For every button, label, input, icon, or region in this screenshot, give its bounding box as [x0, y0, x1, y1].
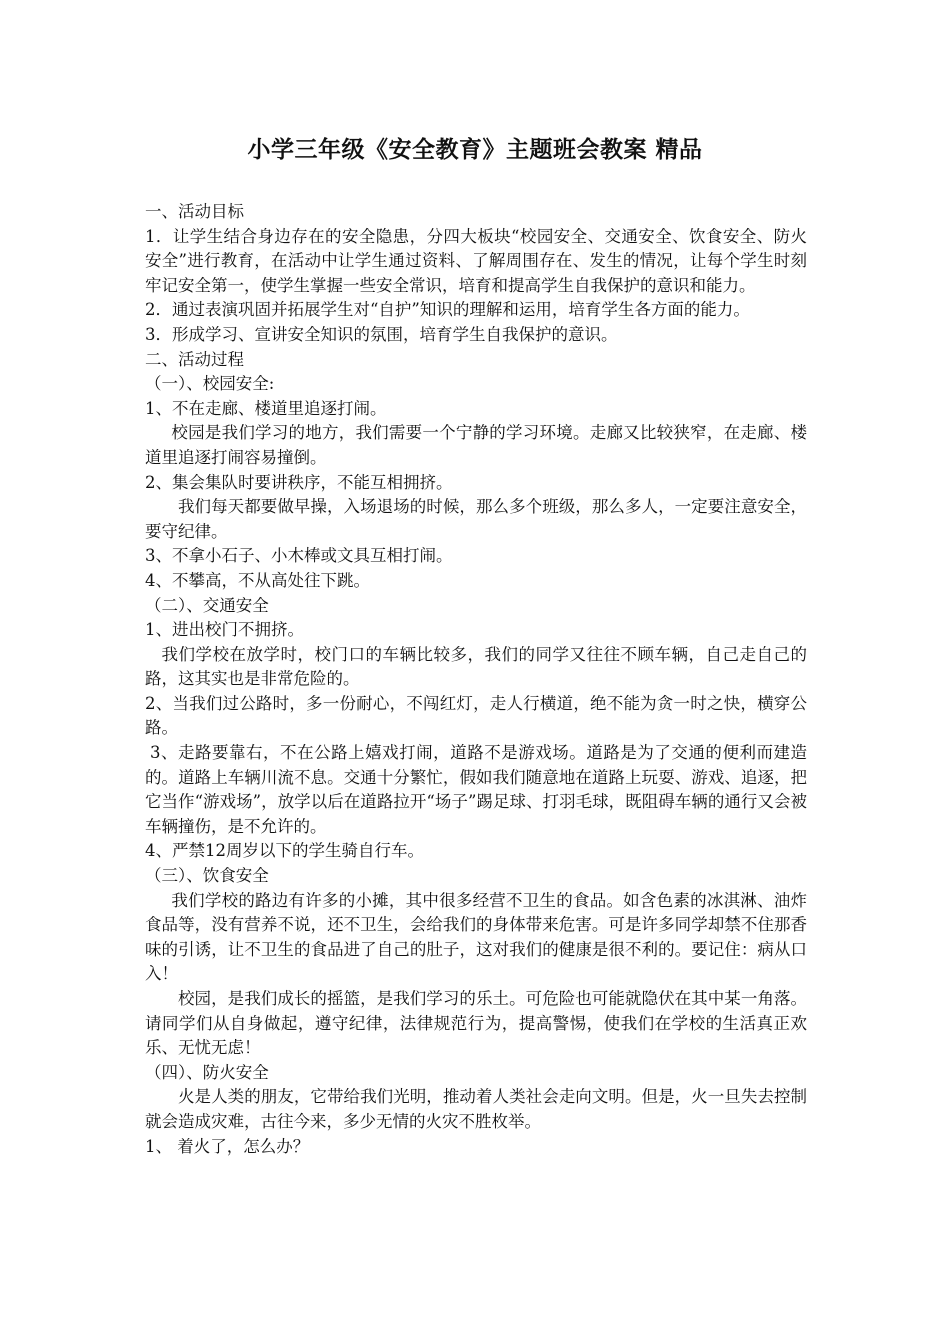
paragraph: 3、不拿小石子、小木棒或文具互相打闹。	[145, 546, 453, 566]
paragraph: 2．通过表演巩固并拓展学生对“自护”知识的理解和运用，培育学生各方面的能力。	[145, 300, 750, 320]
paragraph: 1、不在走廊、楼道里追逐打闹。	[145, 398, 387, 418]
paragraph: （四）、防火安全	[145, 1062, 269, 1082]
paragraph: 1．让学生结合身边存在的安全隐患，分四大板块“校园安全、交通安全、饮食安全、防火安全”进行教育，在活动中让学生通过资料、了解周围存在、发生的情况，让每个学生时刻牢记安全第一，使学生掌握一些安全常识，培育和提高学生自我保护的意识和能力。	[145, 226, 807, 295]
paragraph: 我们每天都要做早操，入场退场的时候，那么多个班级，那么多人，一定要注意安全，要守纪律。	[145, 497, 807, 541]
paragraph: （二）、交通安全	[145, 595, 269, 615]
paragraph: 2、当我们过公路时，多一份耐心，不闯红灯，走人行横道，绝不能为贪一时之快，横穿公路。	[145, 693, 807, 738]
paragraph: 4、严禁12周岁以下的学生骑自行车。	[145, 841, 424, 861]
paragraph: 3、走路要靠右，不在公路上嬉戏打闹，道路不是游戏场。道路是为了交通的便利而建造的。道路上车辆川流不息。交通十分繁忙，假如我们随意地在道路上玩耍、游戏、追逐，把它当作“游戏场”，放学以后在道路拉开“场子”踢足球、打羽毛球，既阻碍车辆的通行又会被车辆撞伤，是不允许的。	[145, 743, 807, 836]
paragraph: 2、集会集队时要讲秩序，不能互相拥挤。	[145, 472, 453, 492]
paragraph: 4、不攀高，不从高处往下跳。	[145, 570, 370, 590]
paragraph: 我们学校的路边有许多的小摊，其中很多经营不卫生的食品。如含色素的冰淇淋、油炸食品等，没有营养不说，还不卫生，会给我们的身体带来危害。可是许多同学却禁不住那香味的引诱，让不卫生的食品进了自己的肚子，这对我们的健康是很不利的。要记住：病从口入！	[145, 890, 807, 984]
paragraph: 1、 着火了，怎么办？	[145, 1136, 310, 1156]
document-title: 小学三年级《安全教育》主题班会教案 精品	[247, 137, 703, 163]
paragraph: （一）、校园安全:	[145, 374, 275, 394]
paragraph: 校园是我们学习的地方，我们需要一个宁静的学习环境。走廊又比较狭窄，在走廊、楼道里追逐打闹容易撞倒。	[145, 423, 807, 467]
document-body	[145, 200, 807, 1159]
paragraph: 我们学校在放学时，校门口的车辆比较多，我们的同学又往往不顾车辆，自己走自己的路，这其实也是非常危险的。	[145, 644, 807, 689]
paragraph: 3．形成学习、宣讲安全知识的氛围，培育学生自我保护的意识。	[145, 324, 618, 344]
paragraph: 二、活动过程	[145, 349, 244, 369]
paragraph: （三）、饮食安全	[145, 866, 269, 886]
paragraph: 1、进出校门不拥挤。	[145, 620, 304, 640]
paragraph: 火是人类的朋友，它带给我们光明，推动着人类社会走向文明。但是，火一旦失去控制就会造成灾难，古往今来，多少无情的火灾不胜枚举。	[145, 1087, 807, 1131]
paragraph: 一、活动目标	[145, 202, 244, 221]
paragraph: 校园，是我们成长的摇篮，是我们学习的乐土。可危险也可能就隐伏在其中某一角落。请同学们从自身做起，遵守纪律，法律规范行为，提高警惕，使我们在学校的生活真正欢乐、无忧无虑！	[145, 989, 807, 1058]
